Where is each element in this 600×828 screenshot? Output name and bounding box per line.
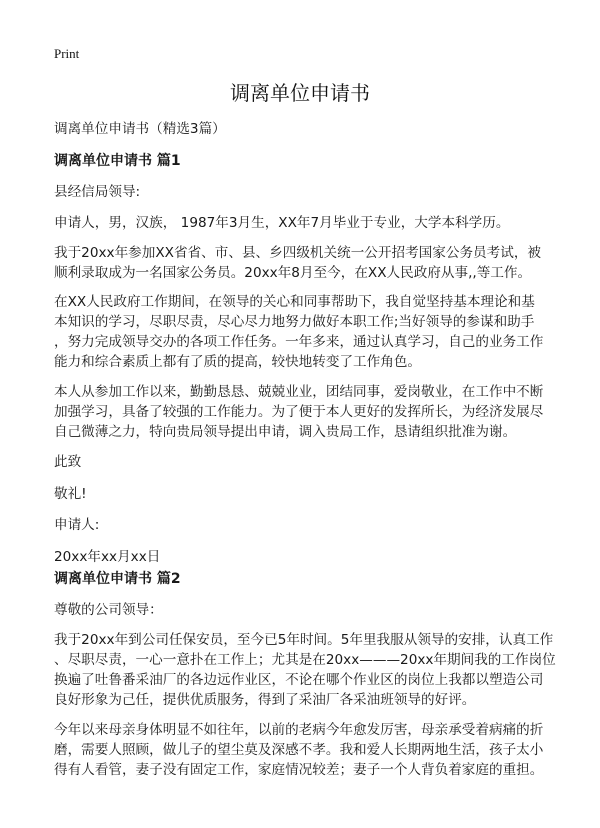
line: 、尽职尽责，一心一意扑在工作上；尤其是在20xx———20xx年期间我的工作岗位 — [54, 652, 556, 668]
line: 我于20xx年参加XX省省、市、县、乡四级机关统一公开招考国家公务员考试，被 — [54, 245, 542, 261]
subtitle: 调离单位申请书（精选3篇） — [54, 121, 226, 137]
closing-2: 敬礼! — [54, 486, 87, 502]
line: 加强学习，具备了较强的工作能力。为了便于本人更好的发挥所长，为经济发展尽 — [54, 404, 544, 420]
line: 能力和综合素质上都有了质的提高，较快地转变了工作角色。 — [54, 354, 422, 370]
paragraph — [54, 382, 543, 442]
line: 换遍了吐鲁番采油厂的各边远作业区，不论在哪个作业区的岗位上我都以塑造公司 — [54, 672, 544, 688]
paragraph — [54, 292, 543, 372]
section-heading-1: 调离单位申请书 篇1 — [54, 153, 181, 169]
line: 我于20xx年到公司任保安员，至今已5年时间。5年里我服从领导的安排，认真工作 — [54, 632, 554, 648]
closing-1: 此致 — [54, 454, 82, 470]
greeting-2: 尊敬的公司领导： — [54, 602, 163, 618]
line: 磨，需要人照顾，做儿子的望尘莫及深感不孝。我和爱人长期两地生活，孩子太小 — [54, 742, 544, 758]
line: ，努力完成领导交办的各项工作任务。一年多来，通过认真学习，自己的业务工作 — [54, 334, 544, 350]
line: 自己微薄之力，特向贵局领导提出申请，调入贵局工作，恳请组织批准为谢。 — [54, 424, 517, 440]
paragraph — [54, 243, 541, 283]
line: 申请人，男，汉族， 1987年3月生，XX年7月毕业于专业，大学本科学历。 — [54, 215, 510, 231]
paragraph — [54, 630, 556, 710]
line: 顺利录取成为一名国家公务员。20xx年8月至今，在XX人民政府从事,,等工作。 — [54, 265, 532, 281]
line: 本人从参加工作以来，勤勤恳恳、兢兢业业，团结同事，爱岗敬业，在工作中不断 — [54, 384, 544, 400]
applicant-label: 申请人: — [54, 517, 100, 533]
line: 本知识的学习，尽职尽责，尽心尽力地努力做好本职工作;当好领导的参谋和助手 — [54, 314, 535, 330]
line: 在XX人民政府工作期间，在领导的关心和同事帮助下，我自觉坚持基本理论和基 — [54, 294, 535, 310]
line: 今年以来母亲身体明显不如往年，以前的老病今年愈发厉害，母亲承受着病痛的折 — [54, 722, 544, 738]
document-title: 调离单位申请书 — [230, 81, 370, 105]
paragraph — [54, 213, 509, 233]
greeting-1: 县经信局领导: — [54, 184, 141, 200]
print-link[interactable]: Print — [54, 46, 80, 61]
section-heading-2: 调离单位申请书 篇2 — [54, 571, 181, 587]
line: 得有人看管，妻子没有固定工作，家庭情况较差；妻子一个人背负着家庭的重担。 — [54, 762, 544, 778]
paragraph — [54, 720, 543, 780]
line: 良好形象为己任，提供优质服务，得到了采油厂各采油班领导的好评。 — [54, 692, 476, 708]
date-line: 20xx年xx月xx日 — [54, 549, 161, 565]
